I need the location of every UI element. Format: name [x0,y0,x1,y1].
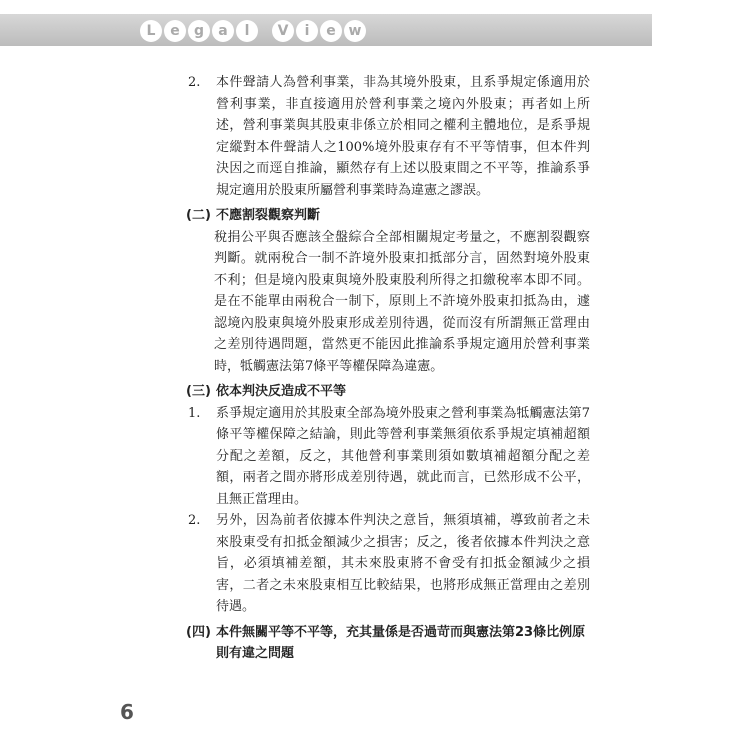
header-letter: w [344,20,366,42]
paragraph: 稅捐公平與否應該全盤綜合全部相關規定考量之，不應割裂觀察判斷。就兩稅合一制不許境外股東扣抵部分言，固然對境外股東不利；但是境內股東與境外股東股利所得之扣繳稅率本即不同。是在不能單由兩稅合一制下，原則上不許境外股東扣抵為由，遽認境內股東與境外股東形成差別待遇，從而沒有所謂無正當理由之差別待遇問題，當然更不能因此推論系爭規定適用於營利事業時，牴觸憲法第7條平等權保障為違憲。 [214,229,590,374]
list-item [188,510,590,618]
header-letter: V [272,20,294,42]
section-title: 不應割裂觀察判斷 [216,208,321,223]
header-letter: e [164,20,186,42]
section-mark: (四) [186,624,211,640]
item-text: 本件聲請人為營利事業，非為其境外股東，且系爭規定係適用於營利事業，非直接適用於營利事業之境內外股東；再者如上所述，營利事業與其股東非係立於相同之權利主體地位，是系爭規定縱對本件聲請人之100%境外股東存有不平等情事，但本件判決因之而逕自推論，顯然存有上述以股東間之不平等，推論系爭規定適用於股東所屬營利事業時為違憲之謬誤。 [216,75,590,198]
header-letter-space [260,20,270,42]
section-heading [188,622,590,665]
list-item [188,72,590,201]
section-mark: (三) [186,384,211,399]
section-heading [188,381,590,403]
section-mark: (二) [186,208,211,223]
page-number: 6 [120,700,134,724]
section-title: 依本判決反造成不平等 [216,384,347,399]
section-heading [188,205,590,227]
list-item [188,403,590,511]
item-text: 系爭規定適用於其股東全部為境外股東之營利事業為牴觸憲法第7條平等權保障之結論，則此等營利事業無須依系爭規定填補超額分配之差額，反之，其他營利事業則須如數填補超額分配之差額，兩者之間亦將形成差別待遇，就此而言，已然形成不公平，且無正當理由。 [216,405,590,507]
header-letter: l [236,20,258,42]
item-text: 另外，因為前者依據本件判決之意旨，無須填補，導致前者之未來股東受有扣抵金額減少之損害；反之，後者依據本件判決之意旨，必須填補差額，其未來股東將不會受有扣抵金額減少之損害，二者之未來股東相互比較結果，也將形成無正當理由之差別待遇。 [216,513,590,614]
header-letter: e [320,20,342,42]
page-content [188,72,590,665]
header-letter: a [212,20,234,42]
header-letter: i [296,20,318,42]
header-letter: L [140,20,162,42]
item-number: 2. [188,75,201,90]
section-title: 本件無關平等不平等，充其量係是否過苛而與憲法第23條比例原則有違之問題 [216,624,586,661]
header-letter: g [188,20,210,42]
header-title [140,16,366,46]
item-number: 1. [188,405,201,421]
item-number: 2. [188,513,201,528]
